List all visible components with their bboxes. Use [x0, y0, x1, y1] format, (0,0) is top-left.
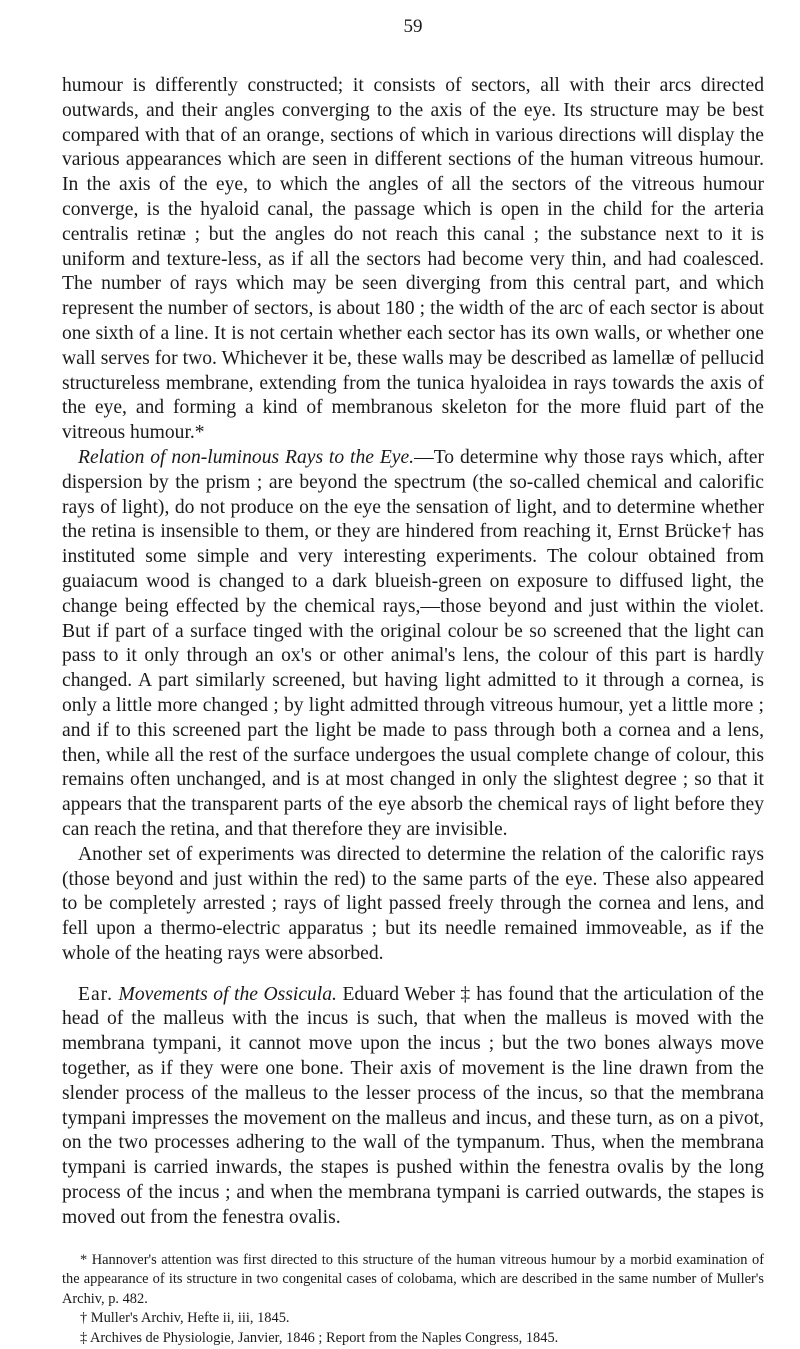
footnote-1: * Hannover's attention was first directed to this structure of the human vitreous humour by a morbid examination of the appearance of its structure in two congenital cases of colobama, which are described in the same number of Muller's Archiv, p. 482.	[62, 1251, 764, 1307]
footnote-2: † Muller's Archiv, Hefte ii, iii, 1845.	[80, 1310, 290, 1327]
footnote-3: ‡ Archives de Physiologie, Janvier, 1846 ; Report from the Naples Congress, 1845.	[80, 1330, 559, 1347]
paragraph-ossicula	[62, 983, 764, 1231]
footnotes	[62, 1251, 764, 1349]
page-number: 59	[403, 16, 423, 37]
section-heading-non-luminous-rays: Relation of non-luminous Rays to the Eye.	[78, 446, 415, 468]
paragraph-non-luminous-rays-body: —To determine why those rays which, after dispersion by the prism ; are beyond the spectrum (the so-called chemical and calorific rays of light), do not produce on the eye the sensation of light, and to determine whether the retina is insensible to them, or they are hindered from reaching it, Ernst Brücke† has instituted some simple and very interesting experiments. The colour obtained from guaiacum wood is changed to a dark blueish-green on exposure to diffused light, the change being effected by the chemical rays,—those beyond and just within the violet. But if part of a surface tinged with the original colour be so screened that the light can pass to it only through an ox's or other animal's lens, the colour of this part is hardly changed. A part similarly screened, but having light admitted to it through a cornea, is only a little more changed ; by light admitted through vitreous humour, yet a little more ; and if to this screened part the light be made to pass through both a cornea and a lens, then, while all the rest of the surface undergoes the usual complete change of colour, this remains often unchanged, and is at most changed in only the slightest degree ; so that it appears that the transparent parts of the eye absorb the chemical rays of light before they can reach the retina, and that therefore they are invisible.	[62, 446, 765, 840]
paragraph-vitreous-humour: humour is differently constructed; it consists of sectors, all with their arcs directed outwards, and their angles converging to the axis of the eye. Its structure may be best compared with that of an orange, sections of which in various directions will display the various appearances which are seen in different sections of the human vitreous humour. In the axis of the eye, to which the angles of all the sectors of the vitreous humour converge, is the hyaloid canal, the passage which is open in the child for the arteria centralis retinæ ; but the angles do not reach this canal ; the substance next to it is uniform and texture-less, as if all the sectors had become very thin, and had coalesced. The number of rays which may be seen diverging from this central part, and which represent the number of sectors, is about 180 ; the width of the arc of each sector is about one sixth of a line. It is not certain whether each sector has its own walls, or whether one wall serves for two. Whichever it be, these walls may be described as lamellæ of pellucid structureless membrane, extending from the tunica hyaloidea in rays towards the axis of the eye, and forming a kind of membranous skeleton for the more fluid part of the vitreous humour.*	[62, 75, 764, 444]
paragraph-calorific-rays: Another set of experiments was directed to determine the relation of the calorific rays (those beyond and just within the red) to the same parts of the eye. These also appeared to be completely arrested ; rays of light passed freely through the cornea and lens, and fell upon a thermo-electric apparatus ; but its needle remained immoveable, as if the whole of the heating rays were absorbed.	[62, 843, 764, 964]
section-heading-ossicula: Movements of the Ossicula.	[118, 983, 337, 1005]
main-text	[62, 74, 764, 1231]
paragraph-non-luminous-rays	[62, 446, 764, 843]
paragraph-ossicula-body: Eduard Weber ‡ has found that the articulation of the head of the malleus with the incus is such, that when the malleus is moved with the membrana tympani, it cannot move upon the incus ; but the two bones always move together, as if they were one bone. Their axis of movement is the line drawn from the slender process of the malleus to the lesser process of the incus, so that the membrana tympani impresses the movement on the malleus and incus, and these turn, as on a pivot, on the two processes adhering to the wall of the tympanum. Thus, when the membrana tympani is carried inwards, the stapes is pushed within the fenestra ovalis by the long process of the incus ; and when the membrana tympani is carried outwards, the stapes is moved out from the fenestra ovalis.	[62, 983, 764, 1228]
section-lead-ear: Ear.	[78, 983, 114, 1005]
